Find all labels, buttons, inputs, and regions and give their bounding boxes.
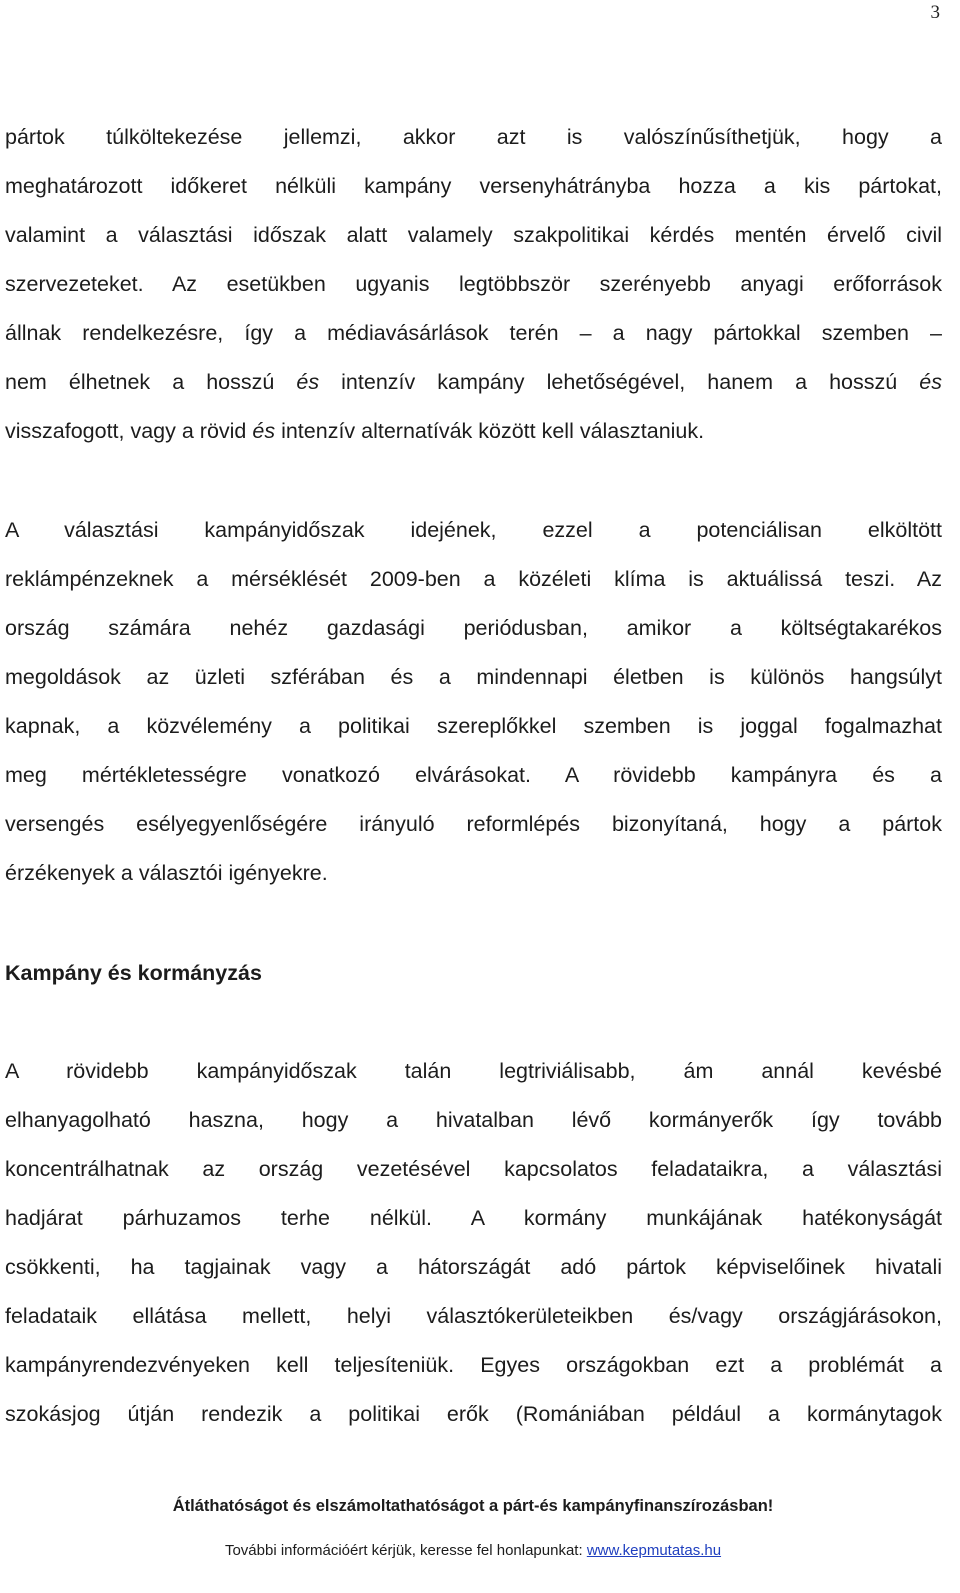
footer-info-text: További információért kérjük, keresse fel honlapunkat: <box>224 1542 587 1559</box>
text-line: hadjárat párhuzamos terhe nélkül. A kormány munkájának hatékonyságát <box>5 1206 942 1230</box>
page-number: 3 <box>930 2 940 23</box>
paragraph <box>5 1047 942 1439</box>
italic-text: és <box>919 370 942 394</box>
italic-text: és <box>252 419 276 443</box>
text-line: állnak rendelkezésre, így a médiavásárlások terén – a nagy pártokkal szemben – <box>5 321 942 345</box>
text-line: kapnak, a közvélemény a politikai szereplőkkel szemben is joggal fogalmazhat <box>5 714 942 738</box>
text-line <box>5 358 942 407</box>
footer-slogan: Átláthatóságot és elszámoltathatóságot a párt-és kampányfinanszírozásban! <box>172 1497 774 1515</box>
italic-text: és <box>296 370 320 394</box>
text-line: elhanyagolható haszna, hogy a hivatalban lévő kormányerők így tovább <box>5 1108 942 1132</box>
text-line: szervezeteket. Az esetükben ugyanis legtöbbször szerényebb anyagi erőforrások <box>5 272 942 296</box>
text-line: reklámpénzeknek a mérséklését 2009-ben a közéleti klíma is aktuálissá teszi. Az <box>5 567 942 591</box>
text-line <box>5 407 942 456</box>
text-line: érzékenyek a választói igényekre. <box>5 861 328 885</box>
text-line: pártok túlköltekezése jellemzi, akkor azt is valószínűsíthetjük, hogy a <box>5 125 942 149</box>
text-line: meg mértékletességre vonatkozó elvárásokat. A rövidebb kampányra és a <box>5 763 942 787</box>
text-line: versengés esélyegyenlőségére irányuló reformlépés bizonyítaná, hogy a pártok <box>5 812 942 836</box>
text-line: kampányrendezvényeken kell teljesíteniük. Egyes országokban ezt a problémát a <box>5 1353 942 1377</box>
website-link[interactable]: www.kepmutatas.hu <box>586 1542 722 1559</box>
text-line: feladataik ellátása mellett, helyi választókerületeikben és/vagy országjárásokon, <box>5 1304 942 1328</box>
text-line: szokásjog útján rendezik a politikai erők (Romániában például a kormánytagok <box>5 1402 942 1426</box>
text-segment: nem élhetnek a hosszú <box>5 370 297 394</box>
text-line: megoldások az üzleti szférában és a mindennapi életben is különös hangsúlyt <box>5 665 942 689</box>
paragraph <box>5 506 942 898</box>
text-line: csökkenti, ha tagjainak vagy a hátországát adó pártok képviselőinek hivatali <box>5 1255 942 1279</box>
text-segment: intenzív alternatívák között kell választaniuk. <box>275 419 705 443</box>
text-segment: intenzív kampány lehetőségével, hanem a hosszú <box>319 370 920 394</box>
section-heading: Kampány és kormányzás <box>5 961 262 985</box>
text-segment: visszafogott, vagy a rövid <box>5 419 253 443</box>
text-line: koncentrálhatnak az ország vezetésével kapcsolatos feladataikra, a választási <box>5 1157 942 1181</box>
text-line: A választási kampányidőszak idejének, ezzel a potenciálisan elköltött <box>5 518 942 542</box>
paragraph <box>5 113 942 456</box>
text-line: meghatározott időkeret nélküli kampány versenyhátrányba hozza a kis pártokat, <box>5 174 942 198</box>
text-line: A rövidebb kampányidőszak talán legtriviálisabb, ám annál kevésbé <box>5 1059 942 1083</box>
text-line: valamint a választási időszak alatt valamely szakpolitikai kérdés mentén érvelő civil <box>5 223 942 247</box>
footer-info <box>0 1542 946 1559</box>
text-line: ország számára nehéz gazdasági periódusban, amikor a költségtakarékos <box>5 616 942 640</box>
